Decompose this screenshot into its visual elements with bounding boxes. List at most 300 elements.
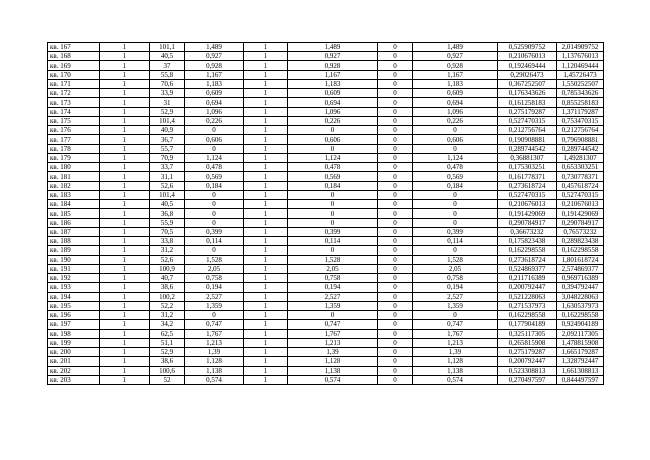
value-cell: 0 <box>378 135 413 144</box>
value-cell: 1 <box>100 311 150 320</box>
value-cell: 1 <box>244 200 288 209</box>
meter-readings-table <box>47 42 604 385</box>
apartment-cell: кв. 177 <box>48 135 100 144</box>
value-cell: 0,521228063 <box>498 292 557 301</box>
table-row <box>48 126 604 135</box>
value-cell: 2,527 <box>413 292 498 301</box>
value-cell: 1,767 <box>288 329 378 338</box>
apartment-cell: кв. 190 <box>48 255 100 264</box>
value-cell: 0 <box>378 311 413 320</box>
value-cell: 52,6 <box>150 181 185 190</box>
value-cell: 2,574869377 <box>557 264 604 273</box>
value-cell: 0 <box>378 126 413 135</box>
value-cell: 0,399 <box>185 227 244 236</box>
value-cell: 0,574 <box>185 375 244 384</box>
table-row <box>48 283 604 292</box>
table-row <box>48 190 604 199</box>
value-cell: 1,489 <box>185 43 244 52</box>
value-cell: 0 <box>378 116 413 125</box>
table-row <box>48 366 604 375</box>
value-cell: 0,270497597 <box>498 375 557 384</box>
value-cell: 0,928 <box>288 61 378 70</box>
value-cell: 0,114 <box>185 237 244 246</box>
value-cell: 0,275179287 <box>498 348 557 357</box>
value-cell: 2,05 <box>185 264 244 273</box>
apartment-cell: кв. 199 <box>48 338 100 347</box>
value-cell: 0 <box>185 209 244 218</box>
value-cell: 1 <box>100 89 150 98</box>
value-cell: 1 <box>100 70 150 79</box>
apartment-cell: кв. 196 <box>48 311 100 320</box>
value-cell: 0 <box>378 79 413 88</box>
value-cell: 0 <box>378 348 413 357</box>
value-cell: 1 <box>100 144 150 153</box>
value-cell: 0 <box>378 301 413 310</box>
value-cell: 1,128 <box>185 357 244 366</box>
value-cell: 0,924904189 <box>557 320 604 329</box>
value-cell: 1,138 <box>288 366 378 375</box>
value-cell: 0 <box>378 163 413 172</box>
value-cell: 0 <box>413 218 498 227</box>
value-cell: 0,210676013 <box>498 52 557 61</box>
apartment-cell: кв. 193 <box>48 283 100 292</box>
value-cell: 0 <box>185 190 244 199</box>
table-row <box>48 153 604 162</box>
table-row <box>48 172 604 181</box>
value-cell: 1 <box>244 89 288 98</box>
value-cell: 1,478815908 <box>557 338 604 347</box>
value-cell: 0 <box>378 357 413 366</box>
value-cell: 1,489 <box>413 43 498 52</box>
value-cell: 1 <box>244 43 288 52</box>
value-cell: 52,9 <box>150 348 185 357</box>
value-cell: 33,9 <box>150 89 185 98</box>
value-cell: 0 <box>185 126 244 135</box>
table-row <box>48 246 604 255</box>
value-cell: 0 <box>378 153 413 162</box>
apartment-cell: кв. 194 <box>48 292 100 301</box>
value-cell: 0,29026473 <box>498 70 557 79</box>
table-row <box>48 227 604 236</box>
value-cell: 0 <box>378 283 413 292</box>
value-cell: 0 <box>378 61 413 70</box>
value-cell: 1,39 <box>413 348 498 357</box>
value-cell: 1,39 <box>185 348 244 357</box>
apartment-cell: кв. 184 <box>48 200 100 209</box>
value-cell: 0,574 <box>413 375 498 384</box>
value-cell: 0 <box>288 218 378 227</box>
value-cell: 0,175823438 <box>498 237 557 246</box>
value-cell: 62,5 <box>150 329 185 338</box>
value-cell: 0 <box>378 89 413 98</box>
value-cell: 55,8 <box>150 70 185 79</box>
value-cell: 0 <box>185 200 244 209</box>
value-cell: 0 <box>378 320 413 329</box>
value-cell: 1 <box>100 255 150 264</box>
apartment-cell: кв. 202 <box>48 366 100 375</box>
value-cell: 1 <box>100 172 150 181</box>
value-cell: 0,367252507 <box>498 79 557 88</box>
value-cell: 0 <box>378 218 413 227</box>
value-cell: 100,9 <box>150 264 185 273</box>
value-cell: 1 <box>100 320 150 329</box>
value-cell: 0,694 <box>288 98 378 107</box>
value-cell: 1,167 <box>288 70 378 79</box>
value-cell: 1 <box>100 246 150 255</box>
apartment-cell: кв. 200 <box>48 348 100 357</box>
value-cell: 1 <box>244 61 288 70</box>
value-cell: 2,014909752 <box>557 43 604 52</box>
value-cell: 1 <box>100 237 150 246</box>
value-cell: 0,730778371 <box>557 172 604 181</box>
table-row <box>48 98 604 107</box>
value-cell: 2,527 <box>185 292 244 301</box>
table-row <box>48 181 604 190</box>
value-cell: 0,609 <box>288 89 378 98</box>
table-row <box>48 218 604 227</box>
value-cell: 1 <box>100 209 150 218</box>
value-cell: 0 <box>413 144 498 153</box>
value-cell: 0,747 <box>413 320 498 329</box>
value-cell: 0,36673232 <box>498 227 557 236</box>
value-cell: 0,844497597 <box>557 375 604 384</box>
value-cell: 0,271537973 <box>498 301 557 310</box>
value-cell: 1 <box>100 116 150 125</box>
value-cell: 0,161258183 <box>498 98 557 107</box>
value-cell: 3,048228063 <box>557 292 604 301</box>
value-cell: 0 <box>378 107 413 116</box>
value-cell: 0 <box>378 190 413 199</box>
value-cell: 1 <box>244 366 288 375</box>
value-cell: 1 <box>100 227 150 236</box>
value-cell: 1 <box>244 144 288 153</box>
value-cell: 1,183 <box>413 79 498 88</box>
value-cell: 0,694 <box>185 98 244 107</box>
value-cell: 1 <box>244 116 288 125</box>
value-cell: 1,096 <box>185 107 244 116</box>
table-row <box>48 320 604 329</box>
value-cell: 1,550252507 <box>557 79 604 88</box>
table-row <box>48 43 604 52</box>
value-cell: 1 <box>244 329 288 338</box>
value-cell: 0,928 <box>185 61 244 70</box>
apartment-cell: кв. 181 <box>48 172 100 181</box>
value-cell: 0,609 <box>185 89 244 98</box>
value-cell: 1,49281307 <box>557 153 604 162</box>
apartment-cell: кв. 174 <box>48 107 100 116</box>
value-cell: 34,2 <box>150 320 185 329</box>
value-cell: 1 <box>100 366 150 375</box>
value-cell: 1,213 <box>288 338 378 347</box>
value-cell: 55,7 <box>150 144 185 153</box>
apartment-cell: кв. 171 <box>48 79 100 88</box>
table-row <box>48 200 604 209</box>
value-cell: 70,5 <box>150 227 185 236</box>
value-cell: 1,137676013 <box>557 52 604 61</box>
value-cell: 0,523308813 <box>498 366 557 375</box>
value-cell: 0 <box>378 200 413 209</box>
value-cell: 38,6 <box>150 283 185 292</box>
table-row <box>48 89 604 98</box>
value-cell: 0,527470315 <box>498 190 557 199</box>
value-cell: 1,801618724 <box>557 255 604 264</box>
value-cell: 33,7 <box>150 163 185 172</box>
value-cell: 33,8 <box>150 237 185 246</box>
value-cell: 0,265815908 <box>498 338 557 347</box>
value-cell: 0,194 <box>288 283 378 292</box>
value-cell: 0 <box>378 209 413 218</box>
value-cell: 101,4 <box>150 190 185 199</box>
value-cell: 0,325117305 <box>498 329 557 338</box>
value-cell: 1 <box>244 255 288 264</box>
value-cell: 1 <box>244 135 288 144</box>
value-cell: 0,524869377 <box>498 264 557 273</box>
value-cell: 0,175303251 <box>498 163 557 172</box>
value-cell: 51,1 <box>150 338 185 347</box>
value-cell: 1 <box>244 357 288 366</box>
value-cell: 0,758 <box>288 274 378 283</box>
value-cell: 0,399 <box>413 227 498 236</box>
value-cell: 2,527 <box>288 292 378 301</box>
apartment-cell: кв. 178 <box>48 144 100 153</box>
value-cell: 1 <box>244 237 288 246</box>
value-cell: 36,7 <box>150 135 185 144</box>
value-cell: 100,2 <box>150 292 185 301</box>
table-row <box>48 209 604 218</box>
value-cell: 1,213 <box>185 338 244 347</box>
apartment-cell: кв. 176 <box>48 126 100 135</box>
value-cell: 0 <box>288 200 378 209</box>
value-cell: 0,191429069 <box>557 209 604 218</box>
value-cell: 0,478 <box>288 163 378 172</box>
value-cell: 1 <box>244 190 288 199</box>
apartment-cell: кв. 179 <box>48 153 100 162</box>
value-cell: 37 <box>150 61 185 70</box>
value-cell: 1 <box>100 375 150 384</box>
table-body <box>48 43 604 385</box>
value-cell: 70,9 <box>150 153 185 162</box>
value-cell: 1 <box>100 163 150 172</box>
value-cell: 0,161778371 <box>498 172 557 181</box>
value-cell: 0,273618724 <box>498 181 557 190</box>
value-cell: 0 <box>378 264 413 273</box>
value-cell: 0,194 <box>413 283 498 292</box>
value-cell: 0,194 <box>185 283 244 292</box>
value-cell: 0 <box>378 70 413 79</box>
value-cell: 1,138 <box>185 366 244 375</box>
value-cell: 31,1 <box>150 172 185 181</box>
table-row <box>48 70 604 79</box>
value-cell: 0,289823438 <box>557 237 604 246</box>
value-cell: 0 <box>288 126 378 135</box>
table-row <box>48 375 604 384</box>
value-cell: 0,212756764 <box>557 126 604 135</box>
value-cell: 1,213 <box>413 338 498 347</box>
value-cell: 1 <box>100 301 150 310</box>
apartment-cell: кв. 182 <box>48 181 100 190</box>
table-row <box>48 255 604 264</box>
value-cell: 0,927 <box>185 52 244 61</box>
table-row <box>48 292 604 301</box>
value-cell: 0,114 <box>288 237 378 246</box>
value-cell: 0,275179287 <box>498 107 557 116</box>
value-cell: 1,167 <box>185 70 244 79</box>
value-cell: 40,9 <box>150 126 185 135</box>
value-cell: 2,05 <box>288 264 378 273</box>
value-cell: 0,226 <box>413 116 498 125</box>
value-cell: 0,527470315 <box>557 190 604 199</box>
value-cell: 36,8 <box>150 209 185 218</box>
apartment-cell: кв. 170 <box>48 70 100 79</box>
value-cell: 0,747 <box>288 320 378 329</box>
table-row <box>48 116 604 125</box>
apartment-cell: кв. 195 <box>48 301 100 310</box>
value-cell: 0 <box>378 246 413 255</box>
value-cell: 1 <box>244 274 288 283</box>
value-cell: 0,190908881 <box>498 135 557 144</box>
apartment-cell: кв. 187 <box>48 227 100 236</box>
value-cell: 1 <box>244 163 288 172</box>
value-cell: 0,478 <box>413 163 498 172</box>
apartment-cell: кв. 188 <box>48 237 100 246</box>
value-cell: 0 <box>413 209 498 218</box>
table-row <box>48 264 604 273</box>
table-row <box>48 61 604 70</box>
value-cell: 1 <box>244 338 288 347</box>
value-cell: 0,114 <box>413 237 498 246</box>
table-row <box>48 107 604 116</box>
apartment-cell: кв. 191 <box>48 264 100 273</box>
apartment-cell: кв. 203 <box>48 375 100 384</box>
apartment-cell: кв. 185 <box>48 209 100 218</box>
value-cell: 1,665179287 <box>557 348 604 357</box>
value-cell: 1,371179287 <box>557 107 604 116</box>
value-cell: 1 <box>100 79 150 88</box>
value-cell: 0 <box>378 172 413 181</box>
value-cell: 0,273618724 <box>498 255 557 264</box>
value-cell: 0 <box>378 255 413 264</box>
value-cell: 1 <box>100 283 150 292</box>
apartment-cell: кв. 186 <box>48 218 100 227</box>
value-cell: 1 <box>100 264 150 273</box>
table-row <box>48 357 604 366</box>
value-cell: 0 <box>378 292 413 301</box>
value-cell: 0 <box>288 209 378 218</box>
table-row <box>48 274 604 283</box>
value-cell: 0,176343626 <box>498 89 557 98</box>
value-cell: 52,9 <box>150 107 185 116</box>
table-row <box>48 52 604 61</box>
value-cell: 1 <box>100 52 150 61</box>
value-cell: 0 <box>378 375 413 384</box>
value-cell: 0 <box>413 190 498 199</box>
table-row <box>48 135 604 144</box>
value-cell: 0 <box>413 126 498 135</box>
value-cell: 31 <box>150 98 185 107</box>
value-cell: 0 <box>185 144 244 153</box>
value-cell: 1 <box>244 320 288 329</box>
value-cell: 1 <box>100 329 150 338</box>
value-cell: 0 <box>288 190 378 199</box>
value-cell: 0,184 <box>288 181 378 190</box>
value-cell: 1 <box>244 264 288 273</box>
value-cell: 31,2 <box>150 311 185 320</box>
value-cell: 0,290784917 <box>557 218 604 227</box>
value-cell: 1 <box>100 43 150 52</box>
value-cell: 1 <box>100 107 150 116</box>
value-cell: 0 <box>413 200 498 209</box>
value-cell: 1 <box>244 246 288 255</box>
value-cell: 0 <box>378 329 413 338</box>
apartment-cell: кв. 167 <box>48 43 100 52</box>
value-cell: 0 <box>378 181 413 190</box>
value-cell: 1 <box>244 218 288 227</box>
value-cell: 1 <box>100 61 150 70</box>
table-row <box>48 338 604 347</box>
value-cell: 1,359 <box>413 301 498 310</box>
value-cell: 1,167 <box>413 70 498 79</box>
value-cell: 0,289744542 <box>498 144 557 153</box>
value-cell: 0 <box>378 98 413 107</box>
value-cell: 1 <box>244 79 288 88</box>
value-cell: 52,2 <box>150 301 185 310</box>
value-cell: 1 <box>100 135 150 144</box>
value-cell: 1 <box>100 126 150 135</box>
value-cell: 1 <box>244 52 288 61</box>
value-cell: 0 <box>288 311 378 320</box>
value-cell: 1 <box>244 292 288 301</box>
value-cell: 0 <box>288 144 378 153</box>
value-cell: 1,096 <box>413 107 498 116</box>
value-cell: 1,124 <box>288 153 378 162</box>
value-cell: 1 <box>244 375 288 384</box>
value-cell: 55,9 <box>150 218 185 227</box>
value-cell: 0,399 <box>288 227 378 236</box>
value-cell: 1,128 <box>288 357 378 366</box>
value-cell: 1 <box>244 126 288 135</box>
value-cell: 0,210676013 <box>498 200 557 209</box>
value-cell: 0,855258183 <box>557 98 604 107</box>
value-cell: 1,124 <box>185 153 244 162</box>
value-cell: 1,767 <box>185 329 244 338</box>
value-cell: 1 <box>100 274 150 283</box>
value-cell: 0,162298558 <box>498 311 557 320</box>
value-cell: 0,606 <box>185 135 244 144</box>
value-cell: 1,120469444 <box>557 61 604 70</box>
value-cell: 0 <box>185 218 244 227</box>
value-cell: 0,226 <box>185 116 244 125</box>
value-cell: 0,527470315 <box>498 116 557 125</box>
value-cell: 0,457618724 <box>557 181 604 190</box>
value-cell: 2,092117305 <box>557 329 604 338</box>
apartment-cell: кв. 172 <box>48 89 100 98</box>
value-cell: 0,653303251 <box>557 163 604 172</box>
value-cell: 1,489 <box>288 43 378 52</box>
table-row <box>48 163 604 172</box>
value-cell: 1,328792447 <box>557 357 604 366</box>
apartment-cell: кв. 180 <box>48 163 100 172</box>
value-cell: 1 <box>244 311 288 320</box>
value-cell: 0 <box>413 246 498 255</box>
value-cell: 101,1 <box>150 43 185 52</box>
apartment-cell: кв. 197 <box>48 320 100 329</box>
value-cell: 0,928 <box>413 61 498 70</box>
value-cell: 1 <box>100 348 150 357</box>
value-cell: 1 <box>100 190 150 199</box>
value-cell: 40,5 <box>150 200 185 209</box>
value-cell: 0 <box>378 237 413 246</box>
table-row <box>48 237 604 246</box>
